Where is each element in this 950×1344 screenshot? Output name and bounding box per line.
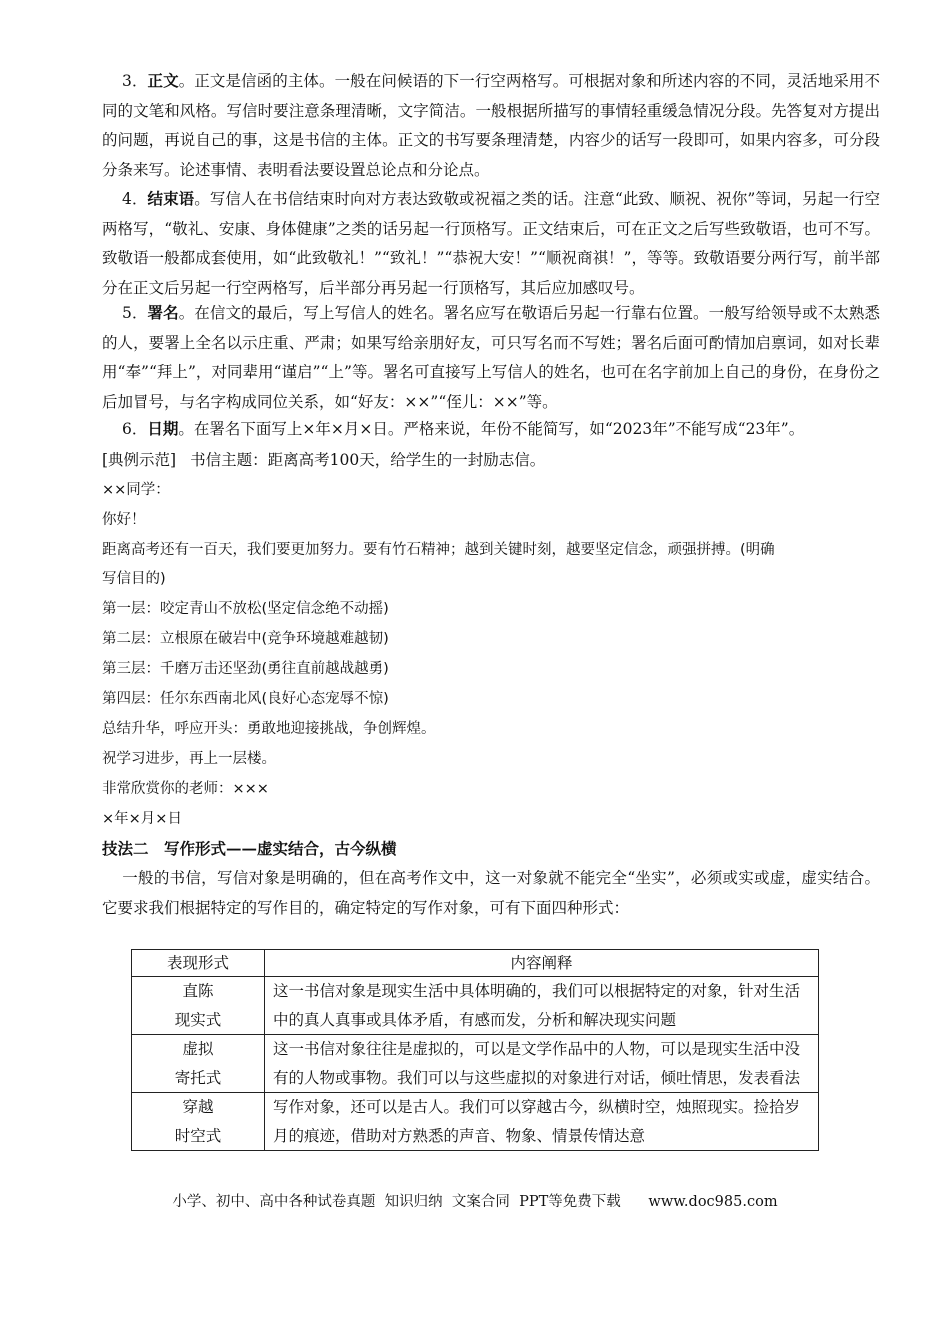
item-number: 4． — [122, 190, 148, 208]
example-label: [典例示范] — [102, 451, 177, 469]
table-row — [132, 977, 819, 1035]
technique-intro — [102, 864, 880, 923]
form-name-line2: 现实式 — [174, 1010, 222, 1029]
example-header — [102, 446, 892, 476]
letter-signature: 非常欣赏你的老师：××× — [102, 781, 269, 797]
letter-layer-3: 第三层：千磨万击还坚劲(勇往直前越战越勇) — [102, 661, 389, 677]
letter-purpose: 距离高考还有一百天，我们要更加努力。要有竹石精神；越到关键时刻，越要坚定信念，顽强拼搏。(明确 — [102, 542, 775, 558]
letter-layer-1: 第一层：咬定青山不放松(坚定信念绝不动摇) — [102, 601, 389, 617]
table-row — [132, 1035, 819, 1093]
table-cell-desc: 写作对象，还可以是古人。我们可以穿越古今，纵横时空，烛照现实。捡拾岁月的痕迹，借助对方熟悉的声音、物象、情景传情达意 — [265, 1093, 819, 1151]
form-name-line1: 穿越 — [182, 1098, 214, 1116]
paragraph-body-section — [102, 66, 880, 185]
table-cell-desc: 这一书信对象是现实生活中具体明确的，我们可以根据特定的对象，针对生活中的真人真事或具体矛盾，有感而发，分析和解决现实问题 — [265, 977, 819, 1035]
item-text: 。写信人在书信结束时向对方表达致敬或祝福之类的话。注意“此致、顺祝、祝你”等词，另起一行空两格写，“敬礼、安康、身体健康”之类的话另起一行顶格写。正文结束后，可在正文之后写些致敬语，也可不写。致敬语一般都成套使用，如“此致敬礼！”“致礼！”“恭祝大安！”“顺祝商祺！”，等等。致敬语要分两行写，前半部分在正文后另起一行空两格写，后半部分再另起一行顶格写，其后应加感叹号。 — [102, 190, 880, 297]
technique-heading: 技法二 写作形式——虚实结合，古今纵横 — [102, 839, 397, 858]
form-name-line1: 虚拟 — [182, 1040, 214, 1058]
letter-wish: 祝学习进步，再上一层楼。 — [102, 751, 276, 767]
table-header-row — [132, 950, 819, 977]
paragraph-date-section — [102, 414, 880, 445]
item-text: 。在信文的最后，写上写信人的姓名。署名应写在敬语后另起一行靠右位置。一般写给领导或不太熟悉的人，要署上全名以示庄重、严肃；如果写给亲朋好友，可只写名而不写姓；署名后面可酌情加启禀词，如对长辈用“奉”“拜上”，对同辈用“谨启”“上”等。署名可直接写上写信人的姓名，也可在名字前加上自己的身份，在身份之后加冒号，与名字构成同位关系，如“好友：××”“侄儿：××”等。 — [102, 304, 880, 411]
letter-salutation: ××同学： — [102, 482, 170, 498]
table-cell-form — [132, 1093, 265, 1151]
page-footer — [0, 1190, 950, 1211]
item-heading: 日期 — [147, 419, 179, 438]
item-text: 。正文是信函的主体。一般在问候语的下一行空两格写。可根据对象和所述内容的不同，灵活地采用不同的文笔和风格。写信时要注意条理清晰，文字简洁。一般根据所描写的事情轻重缓急情况分段。先答复对方提出的问题，再说自己的事，这是书信的主体。正文的书写要条理清楚，内容少的话写一段即可，如果内容多，可分段分条来写。论述事情、表明看法要设置总论点和分论点。 — [102, 72, 880, 179]
letter-greeting: 你好！ — [102, 512, 146, 528]
table-cell-desc: 这一书信对象往往是虚拟的，可以是文学作品中的人物，可以是现实生活中没有的人物或事物。我们可以与这些虚拟的对象进行对话，倾吐情思，发表看法 — [265, 1035, 819, 1093]
technique-intro-text: 一般的书信，写信对象是明确的，但在高考作文中，这一对象就不能完全“坐实”，必须或实或虚，虚实结合。它要求我们根据特定的写作目的，确定特定的写作对象，可有下面四种形式： — [102, 869, 880, 917]
item-heading: 署名 — [147, 303, 179, 322]
letter-summary: 总结升华，呼应开头：勇敢地迎接挑战，争创辉煌。 — [102, 721, 436, 737]
paragraph-signature-section — [102, 298, 880, 417]
form-name-line1: 直陈 — [182, 982, 214, 1000]
letter-layer-2: 第二层：立根原在破岩中(竞争环境越难越韧) — [102, 631, 389, 647]
item-heading: 正文 — [147, 71, 179, 90]
letter-purpose-cont: 写信目的) — [102, 571, 166, 587]
item-heading: 结束语 — [147, 189, 195, 208]
footer-site: www.doc985.com — [648, 1194, 778, 1210]
item-number: 5． — [122, 304, 148, 322]
table-header-form: 表现形式 — [132, 950, 265, 977]
footer-text: 小学、初中、高中各种试卷真题 知识归纳 文案合同 PPT等免费下载 — [172, 1194, 621, 1210]
table-row — [132, 1093, 819, 1151]
form-name-line2: 寄托式 — [174, 1068, 222, 1087]
letter-layer-4: 第四层：任尔东西南北风(良好心态宠辱不惊) — [102, 691, 389, 707]
item-number: 6． — [122, 420, 148, 438]
table-cell-form — [132, 1035, 265, 1093]
table-cell-form — [132, 977, 265, 1035]
forms-table — [131, 949, 819, 1151]
form-name-line2: 时空式 — [174, 1126, 222, 1145]
item-text: 。在署名下面写上×年×月×日。严格来说，年份不能简写，如“2023年”不能写成“23年”。 — [178, 420, 805, 438]
example-topic: 书信主题：距离高考100天，给学生的一封励志信。 — [190, 451, 546, 469]
item-number: 3． — [122, 72, 148, 90]
table-header-desc: 内容阐释 — [265, 950, 819, 977]
paragraph-closing-section — [102, 184, 880, 303]
letter-date: ×年×月×日 — [102, 811, 182, 827]
